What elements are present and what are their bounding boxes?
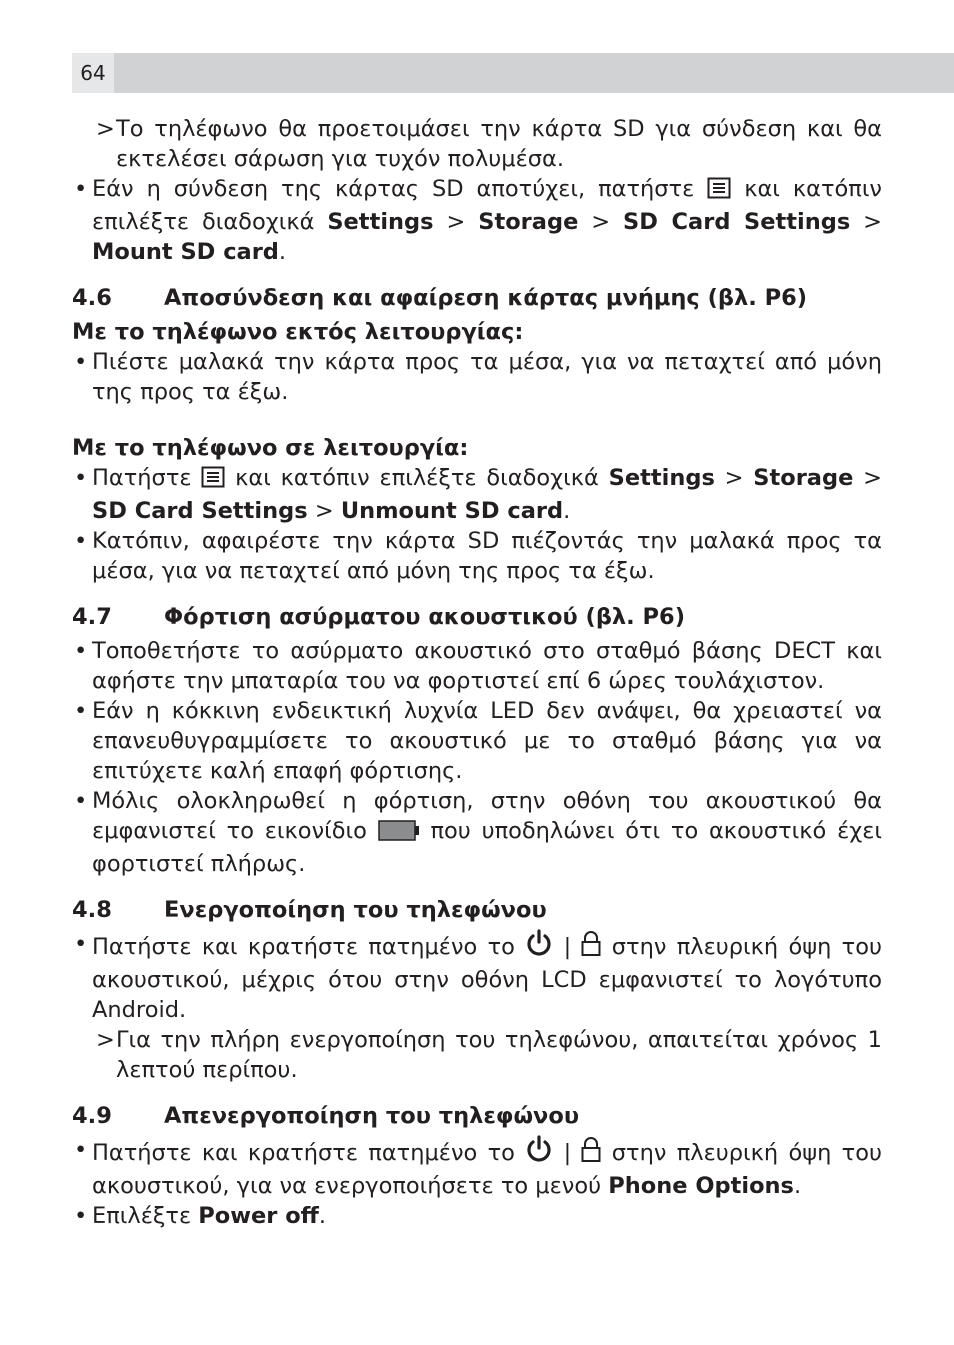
menu-path-sd-card-settings: SD Card Settings (92, 498, 308, 524)
power-icon (525, 929, 553, 965)
subheading-phone-off: Με το τηλέφωνο εκτός λειτουργίας: (72, 319, 524, 345)
menu-path-mount-sd-card: Mount SD card (92, 239, 279, 265)
section-heading-4-6: 4.6 Αποσύνδεση και αφαίρεση κάρτας μνήμης (βλ. P6) (72, 285, 808, 311)
bullet-charged: • Μόλις ολοκληρωθεί η φόρτιση, στην οθόνη του ακουστικού θα εμφανιστεί το εικονίδιο που υποδηλώνει ότι το ακουστικό έχει φορτιστεί πλήρως. (72, 786, 882, 879)
bullet-place-handset: • Τοποθετήστε το ασύρματο ακουστικό στο σταθμό βάσης DECT και αφήστε την μπαταρία του να φορτιστεί επί 6 ώρες τουλάχιστον. (72, 636, 882, 696)
bullet-sd-failure: • Εάν η σύνδεση της κάρτας SD αποτύχει, πατήστε και κατόπιν επιλέξτε διαδοχικά Settings > Storage > SD Card Settings > Mount SD card. (72, 174, 882, 267)
menu-icon (707, 177, 731, 207)
bullet-select-power-off: • Επιλέξτε Power off. (72, 1201, 882, 1231)
lock-icon (581, 931, 601, 965)
menu-power-off: Power off (198, 1203, 319, 1229)
bullet-power-off-hold: • Πατήστε και κρατήστε πατημένο το | στην πλευρική όψη του ακουστικού, για να ενεργοποιήσετε το μενού Phone Options. (72, 1135, 882, 1201)
bullet-remove-card: • Κατόπιν, αφαιρέστε την κάρτα SD πιέζοντάς την μαλακά προς τα μέσα, για να πεταχτεί από μόνη της προς τα έξω. (72, 526, 882, 586)
power-icon (525, 1135, 553, 1171)
note-power-on-time: > Για την πλήρη ενεργοποίηση του τηλεφώνου, απαιτείται χρόνος 1 λεπτού περίπου. (72, 1025, 882, 1085)
menu-path-settings: Settings (608, 465, 715, 491)
menu-path-storage: Storage (478, 209, 579, 235)
section-heading-4-8: 4.8 Ενεργοποίηση του τηλεφώνου (72, 897, 547, 923)
menu-phone-options: Phone Options (608, 1173, 794, 1199)
subheading-phone-on: Με το τηλέφωνο σε λειτουργία: (72, 435, 469, 461)
section-heading-4-7: 4.7 Φόρτιση ασύρματου ακουστικού (βλ. P6) (72, 604, 685, 630)
menu-path-storage: Storage (753, 465, 854, 491)
lock-icon (581, 1137, 601, 1171)
bullet-led: • Εάν η κόκκινη ενδεικτική λυχνία LED δεν ανάψει, θα χρειαστεί να επανευθυγραμμίσετε το ακουστικό με το σταθμό βάσης για να επιτύχετε καλή επαφή φόρτισης. (72, 696, 882, 786)
bullet-power-on: • Πατήστε και κρατήστε πατημένο το | στην πλευρική όψη του ακουστικού, μέχρις ότου στην οθόνη LCD εμφανιστεί το λογότυπο Android. (72, 929, 882, 1025)
page-number: 64 (72, 53, 114, 93)
page-content (72, 114, 882, 1231)
section-heading-4-9: 4.9 Απενεργοποίηση του τηλεφώνου (72, 1103, 580, 1129)
note-sd-prepare: > Το τηλέφωνο θα προετοιμάσει την κάρτα SD για σύνδεση και θα εκτελέσει σάρωση για τυχόν πολυμέσα. (72, 114, 882, 174)
header-bar (72, 53, 954, 93)
menu-path-settings: Settings (327, 209, 434, 235)
battery-full-icon (378, 819, 420, 849)
menu-path-sd-card-settings: SD Card Settings (623, 209, 851, 235)
menu-icon (201, 466, 225, 496)
menu-path-unmount-sd-card: Unmount SD card (340, 498, 564, 524)
bullet-unmount: • Πατήστε και κατόπιν επιλέξτε διαδοχικά Settings > Storage > SD Card Settings > Unmount SD card. (72, 463, 882, 526)
bullet-phone-off: • Πιέστε μαλακά την κάρτα προς τα μέσα, για να πεταχτεί από μόνη της προς τα έξω. (72, 347, 882, 407)
